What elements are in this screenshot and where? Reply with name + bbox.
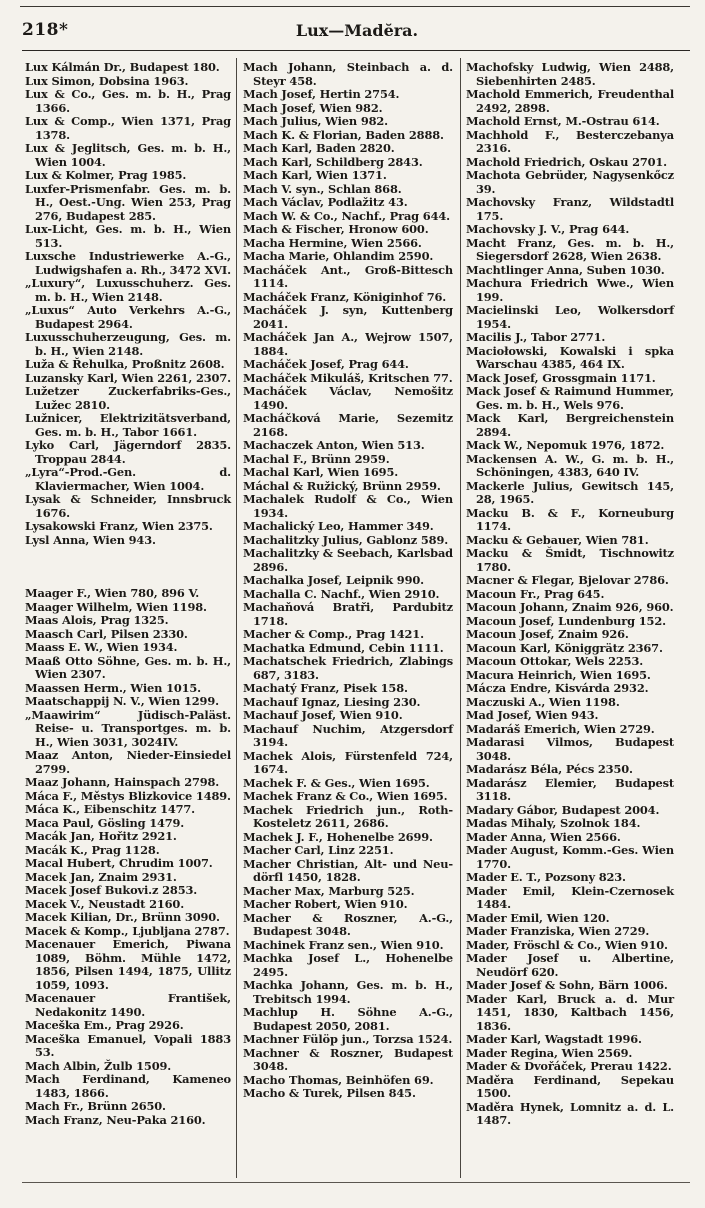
directory-entry: Máchal & Ružický, Brünn 2959. [243,478,441,493]
directory-entry: Macháček Václav, Nemošitz 1490. [243,384,453,412]
directory-entry: Machold Ernst, M.-Ostrau 614. [466,114,660,128]
directory-entry: Macher & Comp., Prag 1421. [243,627,424,641]
column-divider [460,58,461,1178]
directory-entry: Maager Wilhelm, Wien 1198. [25,599,207,614]
directory-entry: Machofsky Ludwig, Wien 2488, Siebenhirten 2485. [466,60,674,88]
directory-entry: Mader E. T., Pozsony 823. [466,870,626,884]
directory-entry: Lyko Carl, Jägerndorf 2835. Troppau 2844. [25,438,231,466]
directory-entry: Machold Friedrich, Oskau 2701. [466,154,667,169]
directory-entry: Mach Karl, Wien 1371. [243,168,387,182]
directory-entry: Lux & Co., Ges. m. b. H., Prag 1366. [25,87,231,115]
directory-entry: Maatschappij N. V., Wien 1299. [25,694,219,708]
directory-entry: Machek F. & Ges., Wien 1695. [243,775,430,790]
directory-entry: Mader Karl, Bruck a. d. Mur 1451, 1830, Kaltbach 1456, 1836. [466,991,674,1033]
section-gap [25,547,231,587]
directory-entry: Mach Josef, Wien 982. [243,100,383,115]
directory-entry: Maasch Carl, Pilsen 2330. [25,626,188,641]
directory-entry: Madarász Elemier, Budapest 3118. [466,775,674,803]
directory-entry: Macal Hubert, Chrudim 1007. [25,856,213,870]
directory-entry: Machaňová Bratři, Pardubitz 1718. [243,600,453,628]
directory-entry: Mach K. & Florian, Baden 2888. [243,127,444,142]
directory-entry: Machtlinger Anna, Suben 1030. [466,262,665,277]
directory-entry: Machek Alois, Fürstenfeld 724, 1674. [243,748,453,776]
directory-entry: Lux & Kolmer, Prag 1985. [25,168,187,182]
directory-entry: Luzansky Karl, Wien 2261, 2307. [25,370,231,385]
directory-entry: Machek Franz & Co., Wien 1695. [243,789,448,803]
directory-entry: Maaz Johann, Hainspach 2798. [25,775,220,789]
directory-entry: Macek & Komp., Ljubljana 2787. [25,923,230,938]
directory-entry: Machovsky J. V., Prag 644. [466,222,630,236]
directory-entry: Mach Julius, Wien 982. [243,114,388,128]
directory-entry: Macek Kilian, Dr., Brünn 3090. [25,910,220,924]
directory-entry: Mader Josef & Sohn, Bärn 1006. [466,978,668,992]
directory-entry: Machalka Josef, Leipnik 990. [243,573,424,587]
directory-entry: Machek Friedrich jun., Roth-Kosteletz 2611, 2686. [243,802,453,830]
directory-entry: Macháček J. syn, Kuttenberg 2041. [243,303,453,331]
directory-entry: Mader & Dvořáček, Prerau 1422. [466,1059,672,1073]
column-3 [466,61,674,1128]
directory-entry: Mácza Endre, Kisvárda 2932. [466,681,649,695]
directory-entry: Mader Franziska, Wien 2729. [466,924,650,938]
directory-entry: Maciołowski, Kowalski i spka Warschau 4385, 464 IX. [466,343,674,371]
directory-entry: Mader Emil, Wien 120. [466,910,610,925]
directory-entry: Macha Marie, Ohlandim 2590. [243,249,434,263]
directory-entry: Macháček Josef, Prag 644. [243,357,409,371]
directory-entry: Lysakowski Franz, Wien 2375. [25,519,213,533]
directory-entry: Maager F., Wien 780, 896 V. [25,586,200,600]
directory-entry: Machota Gebrüder, Nagysenkőcz 39. [466,168,674,196]
directory-entry: Machauf Nuchim, Atzgersdorf 3194. [243,721,453,749]
directory-entry: Luxsche Industriewerke A.-G., Ludwigshafen a. Rh., 3472 XVI. [25,249,231,277]
directory-entry: Machold Emmerich, Freudenthal 2492, 2898. [466,87,674,115]
directory-entry: Maca Paul, Gösling 1479. [25,815,185,830]
directory-entry: Macku & Šmidt, Tischnowitz 1780. [466,546,674,574]
directory-entry: Maceška Em., Prag 2926. [25,1018,184,1032]
directory-entry: „Maawirim“ Jüdisch-Paläst. Reise- u. Transportges. m. b. H., Wien 3031, 3024IV. [25,707,231,749]
directory-entry: Machauf Ignaz, Liesing 230. [243,694,421,709]
directory-entry: Macenauer František, Nedakonitz 1490. [25,991,231,1019]
directory-entry: Maceška Emanuel, Vopali 1883 53. [25,1031,231,1059]
directory-entry: Lužnicer, Elektrizitätsverband, Ges. m. b. H., Tabor 1661. [25,411,231,439]
directory-entry: Mach Josef, Hertin 2754. [243,87,400,101]
directory-entry: Macher Max, Marburg 525. [243,883,415,898]
directory-entry: Madarász Béla, Pécs 2350. [466,762,633,776]
directory-entry: Mach Albin, Žulb 1509. [25,1058,172,1073]
directory-entry: Mach V. syn., Schlan 868. [243,181,402,196]
page-header [22,20,692,44]
directory-entry: Macho & Turek, Pilsen 845. [243,1086,416,1100]
directory-entry: Mackensen A. W., G. m. b. H., Schöningen, 4383, 640 IV. [466,451,674,479]
directory-entry: Macák K., Prag 1128. [25,842,160,857]
directory-entry: Mach & Fischer, Hronow 600. [243,222,429,236]
directory-entry: Madaráš Emerich, Wien 2729. [466,721,655,736]
directory-entry: Mader Josef u. Albertine, Neudörf 620. [466,951,674,979]
directory-entry: Lysl Anna, Wien 943. [25,532,156,547]
directory-entry: Madarasi Vilmos, Budapest 3048. [466,735,674,763]
directory-entry: Maczuski A., Wien 1198. [466,694,620,709]
column-2 [243,61,453,1101]
directory-entry: Mader Emil, Klein-Czernosek 1484. [466,883,674,911]
directory-entry: Machovsky Franz, Wildstadtl 175. [466,195,674,223]
directory-entry: Mack Karl, Bergreichenstein 2894. [466,411,674,439]
directory-entry: Macilis J., Tabor 2771. [466,330,606,344]
directory-entry: Lysak & Schneider, Innsbruck 1676. [25,492,231,520]
directory-entry: Maděra Hynek, Lomnitz a. d. L. 1487. [466,1099,674,1127]
directory-entry: Mader August, Komm.-Ges. Wien 1770. [466,843,674,871]
directory-entry: Macoun Josef, Znaim 926. [466,627,629,641]
directory-entry: Luža & Řehulka, Proßnitz 2608. [25,357,225,371]
directory-entry: Mach Karl, Baden 2820. [243,141,395,155]
directory-entry: Machura Friedrich Wwe., Wien 199. [466,276,674,304]
directory-entry: Macoun Ottokar, Wels 2253. [466,654,644,668]
directory-entry: Machlup H. Söhne A.-G., Budapest 2050, 2081. [243,1005,453,1033]
directory-entry: Maas Alois, Prag 1325. [25,613,169,627]
directory-entry: Macháček Franz, Königinhof 76. [243,289,447,304]
directory-entry: Macha Hermine, Wien 2566. [243,235,422,250]
directory-entry: Máca K., Eibenschitz 1477. [25,802,195,816]
directory-entry: Machaczek Anton, Wien 513. [243,438,425,452]
directory-entry: Macoun Johann, Znaim 926, 960. [466,600,674,614]
directory-entry: Macák Jan, Hořitz 2921. [25,829,177,843]
directory-entry: Machner & Roszner, Budapest 3048. [243,1045,453,1073]
directory-entry: Maděra Ferdinand, Sepekau 1500. [466,1072,674,1100]
directory-entry: Madas Mihaly, Szolnok 184. [466,816,641,830]
directory-entry: Mack Josef & Raimund Hummer, Ges. m. b. H., Wels 976. [466,384,674,412]
directory-entry: Machatý Franz, Pisek 158. [243,681,408,695]
directory-entry: Machatschek Friedrich, Zlabings 687, 3183. [243,654,453,682]
directory-entry: Macku & Gebauer, Wien 781. [466,532,649,547]
directory-entry: Machinek Franz sen., Wien 910. [243,937,444,952]
directory-entry: Machner Fülöp jun., Torzsa 1524. [243,1032,453,1046]
directory-entry: Mach Franz, Neu-Paka 2160. [25,1112,206,1127]
running-title: Lux—Madĕra. [295,21,419,40]
directory-entry: Machek J. F., Hohenelbe 2699. [243,829,433,844]
directory-entry: Luxfer-Prismenfabr. Ges. m. b. H., Oest.-Ung. Wien 253, Prag 276, Budapest 285. [25,181,231,223]
directory-entry: „Luxus“ Auto Verkehrs A.-G., Budapest 2964. [25,303,231,331]
directory-entry: Maass E. W., Wien 1934. [25,640,178,654]
directory-entry: Macoun Fr., Prag 645. [466,586,605,601]
directory-entry: Macháčková Marie, Sezemitz 2168. [243,411,453,439]
directory-entry: Lux Simon, Dobsina 1963. [25,73,189,88]
directory-entry: Maaß Otto Söhne, Ges. m. b. H., Wien 2307. [25,653,231,681]
directory-entry: Lux & Comp., Wien 1371, Prag 1378. [25,114,231,142]
directory-entry: Mack Josef, Grossgmain 1171. [466,370,656,385]
directory-entry: Machalla C. Nachf., Wien 2910. [243,586,440,601]
directory-entry: Machalitzky & Seebach, Karlsbad 2896. [243,546,453,574]
directory-entry: Macenauer Emerich, Piwana 1089, Böhm. Mühle 1472, 1856, Pilsen 1494, 1875, Ullitz 1059, 1093. [25,937,231,992]
directory-entry: Macoun Karl, Königgrätz 2367. [466,640,663,655]
directory-entry: Macho Thomas, Beinhöfen 69. [243,1072,434,1087]
directory-entry: Lux Kálmán Dr., Budapest 180. [25,60,220,74]
directory-entry: Mach Johann, Steinbach a. d. Steyr 458. [243,60,453,88]
directory-entry: Mad Josef, Wien 943. [466,708,599,722]
directory-entry: Machauf Josef, Wien 910. [243,708,403,722]
directory-entry: Mach Václav, Podlažitz 43. [243,195,408,209]
directory-entry: Machalek Rudolf & Co., Wien 1934. [243,492,453,520]
directory-entry: Macek Jan, Znaim 2931. [25,869,177,884]
column-1 [25,61,231,1127]
directory-entry: Mach Karl, Schildberg 2843. [243,154,423,169]
directory-entry: Mach Fr., Brünn 2650. [25,1099,166,1113]
directory-entry: Macek Josef Bukovi.z 2853. [25,883,198,897]
directory-entry: Maassen Herm., Wien 1015. [25,680,201,695]
directory-entry: Machal Karl, Wien 1695. [243,465,399,479]
directory-entry: Machhold F., Besterczebanya 2316. [466,127,674,155]
directory-entry: Macner & Flegar, Bjelovar 2786. [466,573,669,587]
directory-entry: Maaz Anton, Nieder-Einsiedel 2799. [25,748,231,776]
directory-entry: Macek V., Neustadt 2160. [25,896,185,911]
directory-entry: Macku B. & F., Korneuburg 1174. [466,505,674,533]
directory-entry: Mackerle Julius, Gewitsch 145, 28, 1965. [466,478,674,506]
directory-entry: Macháček Mikuláš, Kritschen 77. [243,370,453,385]
directory-entry: Machalický Leo, Hammer 349. [243,519,434,533]
directory-entry: Macher Carl, Linz 2251. [243,843,394,857]
directory-entry: Mach Ferdinand, Kameneo 1483, 1866. [25,1072,231,1100]
directory-entry: Mack W., Nepomuk 1976, 1872. [466,438,665,452]
header-rule [22,50,690,51]
column-divider [236,58,237,1178]
directory-entry: Macoun Josef, Lundenburg 152. [466,613,666,628]
directory-entry: Mader, Fröschl & Co., Wien 910. [466,937,668,952]
directory-entry: Lux & Jeglitsch, Ges. m. b. H., Wien 1004. [25,141,231,169]
directory-entry: Macura Heinrich, Wien 1695. [466,667,651,682]
directory-entry: „Lyra“-Prod.-Gen. d. Klaviermacher, Wien 1004. [25,465,231,493]
directory-entry: Mader Karl, Wagstadt 1996. [466,1032,642,1046]
bottom-rule [22,1182,690,1183]
directory-entry: „Luxury“, Luxusschuherz. Ges. m. b. H., Wien 2148. [25,276,231,304]
directory-entry: Machalitzky Julius, Gablonz 589. [243,532,449,547]
directory-entry: Machatka Edmund, Cebin 1111. [243,640,444,655]
page-number: 218* [22,20,69,40]
directory-entry: Machka Johann, Ges. m. b. H., Trebitsch 1994. [243,978,453,1006]
directory-entry: Mader Regina, Wien 2569. [466,1045,633,1060]
directory-entry: Machka Josef L., Hohenelbe 2495. [243,951,453,979]
directory-entry: Machal F., Brünn 2959. [243,451,390,466]
directory-entry: Lužetzer Zuckerfabriks-Ges., Lužec 2810. [25,384,231,412]
directory-entry: Macháček Jan A., Wejrow 1507, 1884. [243,330,453,358]
directory-entry: Macht Franz, Ges. m. b. H., Siegersdorf 2628, Wien 2638. [466,235,674,263]
directory-entry: Mader Anna, Wien 2566. [466,829,621,844]
directory-entry: Macháček Ant., Groß-Bittesch 1114. [243,262,453,290]
directory-entry: Macher & Roszner, A.-G., Budapest 3048. [243,910,453,938]
directory-entry: Macher Christian, Alt- und Neu-dörfl 1450, 1828. [243,856,453,884]
directory-entry: Macielinski Leo, Wolkersdorf 1954. [466,303,674,331]
directory-entry: Máca F., Městys Blizkovice 1489. [25,788,231,803]
directory-entry: Madary Gábor, Budapest 2004. [466,802,660,817]
directory-entry: Lux-Licht, Ges. m. b. H., Wien 513. [25,222,231,250]
directory-entry: Mach W. & Co., Nachf., Prag 644. [243,208,450,223]
directory-entry: Macher Robert, Wien 910. [243,897,408,911]
directory-entry: Luxusschuherzeugung, Ges. m. b. H., Wien 2148. [25,330,231,358]
top-rule [20,6,690,7]
